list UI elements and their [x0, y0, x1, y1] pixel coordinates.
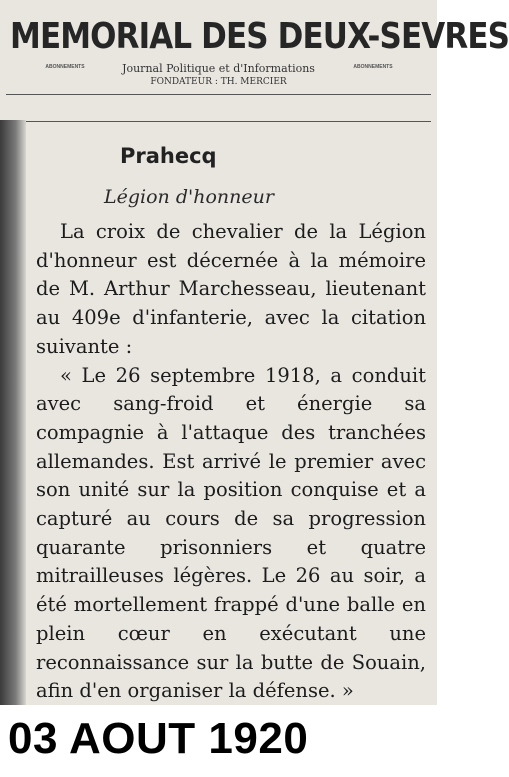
subscription-heading-left: ABONNEMENTS: [45, 64, 85, 70]
newspaper-subtitle: Journal Politique et d'Informations: [122, 62, 315, 75]
newspaper-title: MEMORIAL DES DEUX-SEVRES: [10, 16, 509, 57]
masthead-info-band: [6, 94, 431, 122]
newspaper-founder: FONDATEUR : TH. MERCIER: [150, 77, 287, 87]
article-body: [36, 218, 426, 706]
article-paragraph: La croix de chevalier de la Légion d'honneur est décernée à la mémoire de M. Arthur Marchesseau, lieutenant au 409e d'infanterie, avec la citation suivante :: [36, 220, 426, 358]
article-section-title: Prahecq: [120, 144, 217, 168]
scan-shadow-edge: [0, 120, 26, 705]
article-subhead: Légion d'honneur: [104, 186, 274, 208]
top-line: [8, 2, 429, 12]
date-caption: 03 AOUT 1920: [8, 714, 309, 763]
article-paragraph: « Le 26 septembre 1918, a conduit avec sang-froid et énergie sa compagnie à l'attaque des tranchées allemandes. Est arrivé le premier avec son unité sur la position conquise et a capturé au cours de sa progression quarante prisonniers et quatre mitrailleuses légères. Le 26 au soir, a été mortellement frappé d'une balle en plein cœur en exécutant une reconnaissance sur la butte de Souain, afin d'en organiser la défense. »: [36, 363, 426, 703]
subscription-heading-right: ABONNEMENTS: [353, 64, 393, 70]
